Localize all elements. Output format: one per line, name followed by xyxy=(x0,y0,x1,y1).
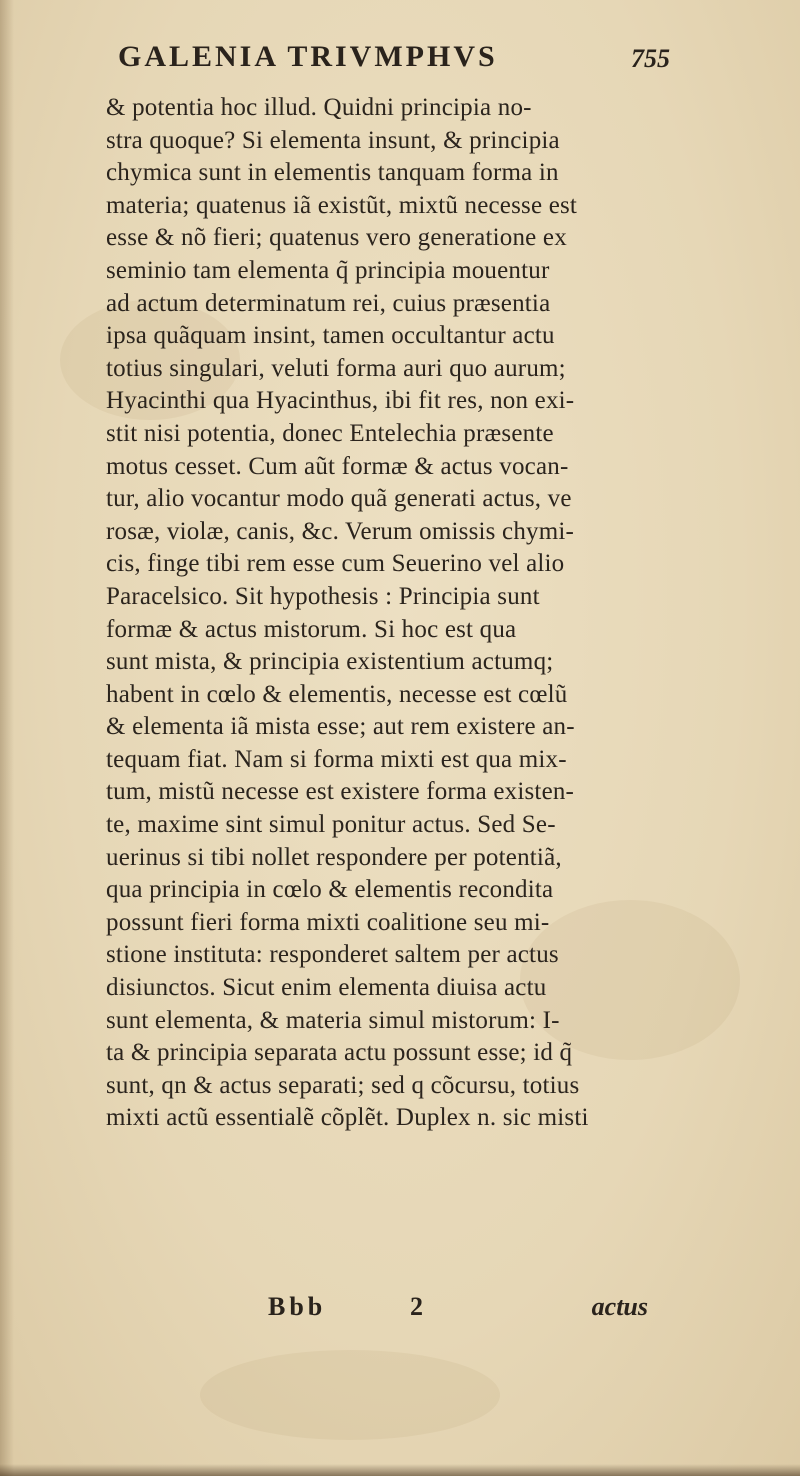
catchword: actus xyxy=(591,1292,648,1321)
page-footer xyxy=(268,1292,648,1326)
running-head: GALENIA TRIVMPHVS xyxy=(118,40,498,73)
text-line: sunt, qn & actus separati; sed q cõcursu, totius xyxy=(106,1071,580,1099)
text-line: rosæ, violæ, canis, &c. Verum omissis chymi- xyxy=(106,517,575,545)
body-text xyxy=(106,92,666,1135)
signature-number: 2 xyxy=(410,1292,423,1321)
text-line: motus cesset. Cum aũt formæ & actus vocan- xyxy=(106,452,569,480)
text-line: tur, alio vocantur modo quã generati actus, ve xyxy=(106,485,572,513)
text-line: & potentia hoc illud. Quidni principia no- xyxy=(106,94,532,121)
text-line: te, maxime sint simul ponitur actus. Sed Se- xyxy=(106,811,556,839)
text-line: ta & principia separata actu possunt esse; id q̃ xyxy=(106,1039,573,1067)
text-line: & elementa iã mista esse; aut rem existere an- xyxy=(106,713,575,741)
text-line: stione instituta: responderet saltem per actus xyxy=(106,941,559,969)
folio-page-number: 755 xyxy=(631,44,670,73)
text-line: esse & nõ fieri; quatenus vero generatione ex xyxy=(106,224,567,252)
text-line: totius singulari, veluti forma auri quo aurum; xyxy=(106,354,566,382)
text-line: possunt fieri forma mixti coalitione seu mi- xyxy=(106,908,550,936)
text-line: materia; quatenus iã existũt, mixtũ necesse est xyxy=(106,191,578,219)
text-line: ipsa quãquam insint, tamen occultantur actu xyxy=(106,322,555,350)
text-line: cis, finge tibi rem esse cum Seuerino vel alio xyxy=(106,550,565,578)
text-line: seminio tam elementa q̃ principia mouentur xyxy=(106,256,550,284)
text-line: uerinus si tibi nollet respondere per potentiã, xyxy=(106,843,562,871)
text-line: Hyacinthi qua Hyacinthus, ibi fit res, non exi- xyxy=(106,387,575,415)
text-line: tum, mistũ necesse est existere forma existen- xyxy=(106,778,575,806)
signature-mark: Bbb xyxy=(268,1292,327,1321)
text-line: sunt mista, & principia existentium actumq; xyxy=(106,648,554,676)
text-line: sunt elementa, & materia simul mistorum: I- xyxy=(106,1006,560,1034)
text-line: habent in cœlo & elementis, necesse est cœlũ xyxy=(106,680,568,708)
text-line: mixti actũ essentialẽ cõplẽt. Duplex n. sic misti xyxy=(106,1104,589,1132)
page-gutter-shadow xyxy=(0,0,14,1476)
text-line: stra quoque? Si elementa insunt, & principia xyxy=(106,126,560,154)
text-line: qua principia in cœlo & elementis recondita xyxy=(106,876,554,904)
paper-stain xyxy=(200,1350,500,1440)
text-line: chymica sunt in elementis tanquam forma in xyxy=(106,159,559,187)
text-line: ad actum determinatum rei, cuius præsentia xyxy=(106,289,551,317)
page-header xyxy=(118,40,670,80)
text-line: Paracelsico. Sit hypothesis : Principia sunt xyxy=(106,582,540,610)
text-line: tequam fiat. Nam si forma mixti est qua mix- xyxy=(106,745,567,773)
text-line: stit nisi potentia, donec Entelechia præsente xyxy=(106,419,554,447)
page-bottom-edge xyxy=(0,1464,800,1476)
text-line: disiunctos. Sicut enim elementa diuisa actu xyxy=(106,974,547,1002)
text-line: formæ & actus mistorum. Si hoc est qua xyxy=(106,615,517,643)
